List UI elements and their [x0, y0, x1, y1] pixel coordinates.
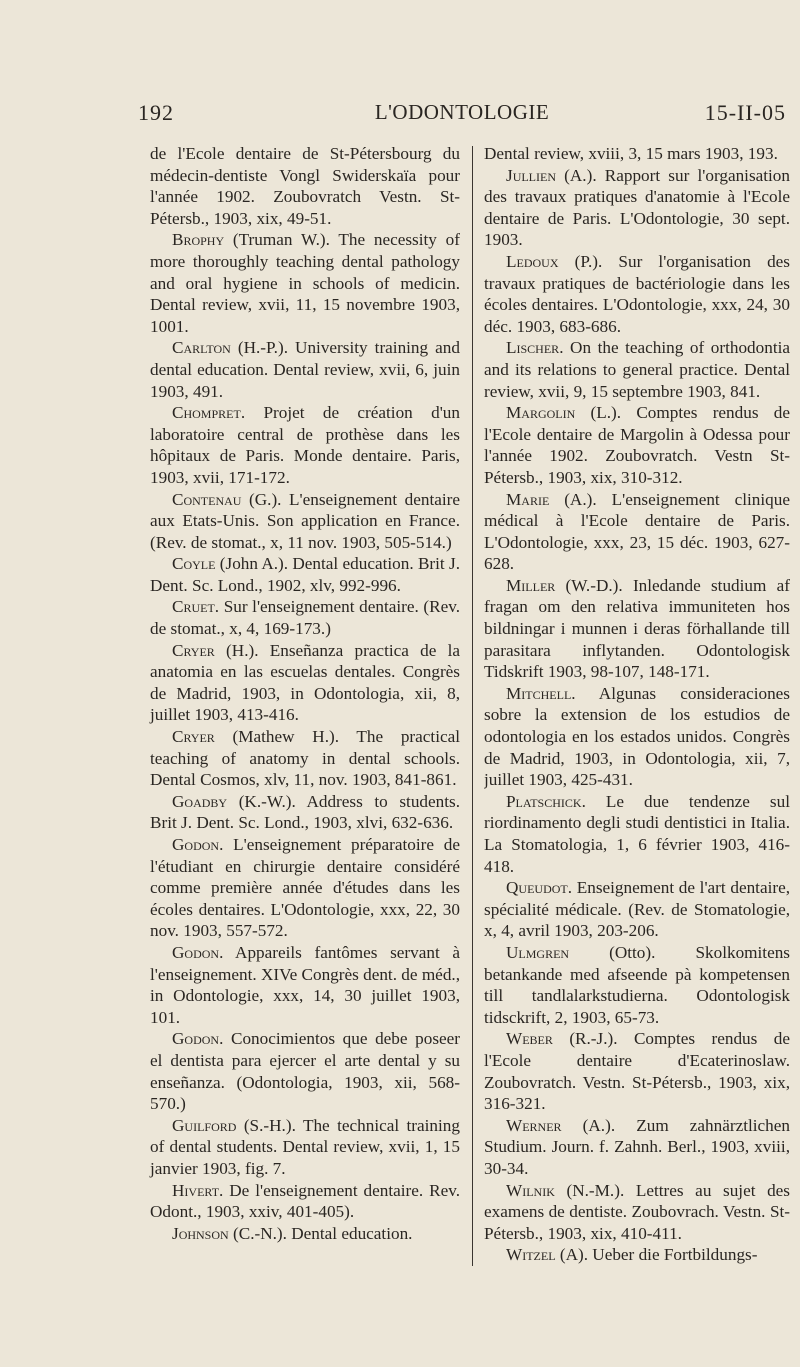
entry-text: (S.-H.). The technical training of dental students. Dental review, xvii, 1, 15 janvier 1903, fig. 7. [150, 1115, 460, 1178]
bibliography-entry [150, 791, 460, 834]
entry-author: Hivert [172, 1180, 220, 1200]
bibliography-entry [150, 1115, 460, 1180]
bibliography-entry [150, 229, 460, 337]
entry-text: (L.). Comptes rendus de l'Ecole dentaire de Margolin à Odessa pour l'année 1902. Zoubovratch. Vestn St-Pétersb., 1903, xix, 310-312. [484, 403, 790, 487]
bibliography-entry [150, 143, 460, 229]
bibliography-entry [484, 683, 790, 791]
entry-author: Chompret [172, 403, 241, 423]
entry-text: de l'Ecole dentaire de St-Pétersbourg du médecin-dentiste Vongl Swiderskaïa pour l'année 1902. Zoubovratch Vestn. St-Pétersb., 1903, xix, 49-51. [150, 144, 460, 228]
entry-text: (John A.). Dental education. Brit J. Dent. Sc. Lond., 1902, xlv, 992-996. [150, 554, 460, 595]
entry-author: Ledoux [506, 251, 559, 271]
bibliography-entry [484, 489, 790, 575]
entry-text: (A.). L'enseignement clinique médical à l'Ecole dentaire de Paris. L'Odontologie, xxx, 23, 15 déc. 1903, 627-628. [484, 489, 790, 574]
entry-text: (W.-D.). Inledande studium af fragan om den relativa immuniteten hos bildningar i munnen i deras förhallande till parasitara inflytanden. Odontologisk Tidskrift 1903, 98-107, 148-171. [484, 575, 790, 682]
entry-author: Contenau [172, 489, 242, 509]
entry-text: (Truman W.). The necessity of more thoroughly teaching dental pathology and oral hygiene in schools of medicin. Dental review, xvii, 11, 15 novembre 1903, 1001. [150, 230, 460, 336]
entry-author: Godon [172, 835, 220, 854]
entry-text: (H.-P.). University training and dental education. Dental review, xvii, 6, juin 1903, 491. [150, 338, 460, 401]
entry-text: (C.-N.). Dental education. [228, 1223, 413, 1243]
entry-text: (P.). Sur l'organisation des travaux pratiques de bactériologie dans les écoles dentaires. L'Odontologie, xxx, 24, 30 déc. 1903, 683-686. [484, 251, 790, 336]
page-number: 192 [138, 100, 174, 125]
entry-author: Johnson [172, 1223, 229, 1243]
bibliography-entry [150, 640, 460, 726]
bibliography-entry [150, 596, 460, 639]
entry-text: (H.). Enseñanza practica de la anatomia en las escuelas dentales. Congrès de Madrid, 1903, in Odontologia, xii, 8, juillet 1903, 413-416. [150, 640, 460, 725]
running-header [138, 100, 786, 130]
entry-text: . Appareils fantômes servant à l'enseignement. XIVe Congrès dent. de méd., in Odontologie, xxx, 14, 30 juillet 1903, 101. [150, 942, 461, 1027]
entry-author: Margolin [506, 403, 576, 423]
bibliography-entry [150, 726, 460, 791]
bibliography-entry [150, 489, 460, 554]
issue-date: 15-II-05 [704, 100, 786, 125]
entry-text: . Projet de création d'un laboratoire central de prothèse dans les hôpitaux de Paris. Monde dentaire. Paris, 1903, xvii, 171-172. [150, 403, 460, 487]
entry-author: Mitchell [506, 683, 572, 703]
entry-text: . De l'enseignement dentaire. Rev. Odont., 1903, xxiv, 401-405). [150, 1180, 460, 1222]
entry-author: Marie [506, 489, 550, 509]
entry-author: Werner [506, 1115, 562, 1135]
column-divider [472, 146, 473, 1266]
entry-text: (K.-W.). Address to students. Brit J. Dent. Sc. Lond., 1903, xlvi, 632-636. [150, 791, 460, 833]
entry-author: Platschick [506, 791, 582, 811]
entry-text: . Sur l'enseignement dentaire. (Rev. de stomat., x, 4, 169-173.) [150, 597, 460, 639]
bibliography-entry [150, 402, 460, 488]
entry-text: . Conocimientos que debe poseer el dentista para ejercer el arte dental y su enseñanza. (Odontologia, 1903, xii, 568-570.) [150, 1029, 460, 1114]
bibliography-entry [484, 1180, 790, 1245]
bibliography-entry [484, 143, 790, 165]
bibliography-entry [484, 791, 790, 877]
entry-text: (A). Ueber die Fortbildungs- [555, 1245, 758, 1265]
journal-title: L'ODONTOLOGIE [374, 100, 550, 124]
bibliography-entry [484, 942, 790, 1028]
bibliography-entry [484, 575, 790, 683]
entry-author: Coyle [172, 554, 216, 574]
entry-text: (Otto). Skolkomitens betankande med afseende pà kompetensen till tandlalarkstudierna. Odontologisk tidsckrift, 2, 1903, 65-73. [484, 942, 790, 1027]
entry-author: Weber [506, 1029, 553, 1049]
entry-text: (R.-J.). Comptes rendus de l'Ecole dentaire d'Ecaterinoslaw. Zoubovratch. Vestn. St-Pétersb., 1903, xix, 316-321. [484, 1029, 790, 1114]
bibliography-entry [484, 1028, 790, 1114]
bibliography-entry [484, 1115, 790, 1180]
entry-author: Cryer [172, 640, 215, 660]
entry-text: . Enseignement de l'art dentaire, spécialité médicale. (Rev. de Stomatologie, x, 4, avril 1903, 203-206. [484, 878, 790, 941]
entry-author: Miller [506, 575, 556, 595]
bibliography-entry [150, 1028, 460, 1114]
entry-author: Queudot [506, 878, 568, 898]
entry-text: (G.). L'enseignement dentaire aux Etats-Unis. Son application en France. (Rev. de stomat., x, 11 nov. 1903, 505-514.) [150, 489, 460, 552]
bibliography-entry [484, 165, 790, 251]
entry-text: . Le due tendenze sul riordinamento degli studi dentistici in Italia. La Stomatologia, 1, 6 février 1903, 416-418. [484, 791, 790, 876]
bibliography-entry [484, 402, 790, 488]
bibliography-entry [484, 877, 790, 942]
entry-author: Cruet [172, 597, 215, 617]
entry-author: Brophy [172, 230, 225, 250]
bibliography-entry [484, 1244, 790, 1266]
entry-author: Wilnik [506, 1180, 555, 1200]
entry-text: (A.). Zum zahnärztlichen Studium. Journ. f. Zahnh. Berl., 1903, xviii, 30-34. [484, 1115, 790, 1178]
bibliography-entry [484, 337, 790, 402]
bibliography-entry [150, 834, 460, 942]
entry-author: Cryer [172, 727, 215, 747]
bibliography-entry [484, 251, 790, 337]
entry-author: Guilford [172, 1115, 237, 1135]
entry-author: Lischer [506, 338, 560, 358]
entry-author: Ulmgren [506, 942, 570, 962]
bibliography-entry [150, 553, 460, 596]
entry-text: (N.-M.). Lettres au sujet des examens de dentiste. Zoubovrach. Vestn. St-Pétersb., 1903, xix, 410-411. [484, 1180, 790, 1243]
entry-text: . On the teaching of orthodontia and its relations to general practice. Dental review, xvii, 9, 15 septembre 1903, 841. [484, 338, 790, 401]
entry-author: Goadby [172, 791, 228, 811]
bibliography-entry [150, 1223, 460, 1245]
bibliography-entry [150, 337, 460, 402]
entry-text: . L'enseignement préparatoire de l'étudiant en chirurgie dentaire considéré comme première année d'études dans les écoles dentaires. L'Odontologie, xxx, 22, 30 nov. 1903, 557-572. [150, 835, 460, 941]
bibliography-entry [150, 1180, 460, 1223]
entry-author: Jullien [506, 165, 557, 185]
entry-text: (Mathew H.). The practical teaching of anatomy in dental schools. Dental Cosmos, xlv, 11, nov. 1903, 841-861. [150, 727, 460, 790]
right-column [484, 143, 790, 1266]
entry-text: (A.). Rapport sur l'organisation des travaux pratiques d'anatomie à l'Ecole dentaire de Paris. L'Odontologie, 30 sept. 1903. [484, 165, 790, 250]
entry-author: Godon [172, 942, 220, 962]
left-column [150, 143, 460, 1244]
bibliography-entry [150, 942, 460, 1028]
entry-author: Witzel [506, 1245, 556, 1265]
entry-text: . Algunas consideraciones sobre la extension de los estudios de odontologia en los estados unidos. Congrès de Madrid, 1903, in Odontologia, xii, 7, juillet 1903, 425-431. [484, 683, 790, 790]
entry-author: Carlton [172, 338, 231, 358]
entry-text: Dental review, xviii, 3, 15 mars 1903, 193. [484, 144, 778, 163]
entry-author: Godon [172, 1029, 220, 1049]
